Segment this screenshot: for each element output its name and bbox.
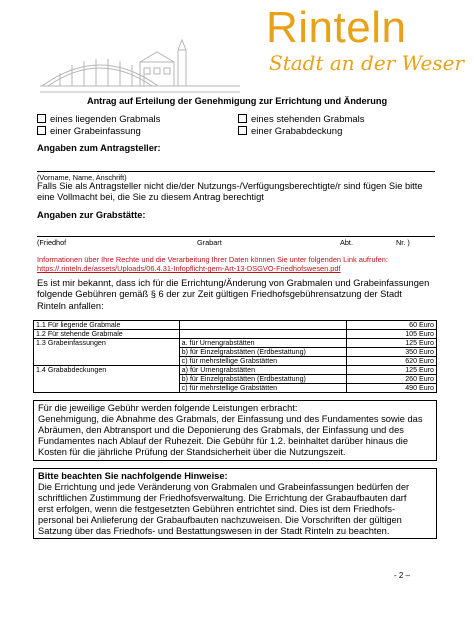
fee-category: [34, 348, 180, 357]
fee-detail: b) für Einzelgrabstätten (Erdbestattung): [179, 375, 347, 384]
privacy-text: Informationen über Ihre Rechte und die Verarbeitung Ihrer Daten können Sie unter folgenden Link aufrufen:: [37, 255, 388, 264]
document-title: Antrag auf Erteilung der Genehmigung zur Errichtung und Änderung: [86, 96, 388, 106]
table-row: [34, 339, 437, 348]
fee-category: [34, 384, 180, 393]
fee-amount: 620 Euro: [347, 357, 437, 366]
checkbox[interactable]: [238, 126, 247, 135]
table-row: [34, 321, 437, 330]
notes-line: Die Errichtung und jede Veränderung von Grabmalen und Grabeinfassungen bedürfen der: [38, 481, 410, 492]
fee-amount: 105 Euro: [347, 330, 437, 339]
fee-category: [34, 375, 180, 384]
fee-intro-line: folgende Gebühren gemäß § 6 der zur Zeit gültigen Friedhofsgebührensatzung der Stadt: [37, 289, 402, 300]
option-label: einer Grabeinfassung: [50, 126, 141, 137]
services-box: [33, 400, 437, 461]
fee-intro: [37, 278, 447, 312]
fee-category: 1.1 Für liegende Grabmale: [34, 321, 180, 330]
grave-label-friedhof: (Friedhof: [37, 238, 67, 247]
fee-table: [33, 320, 437, 393]
table-row: [34, 348, 437, 357]
applicant-note-line-2: eine Vollmacht bei, die Sie zu diesem Antrag berechtigt: [37, 192, 264, 202]
checkbox[interactable]: [37, 126, 46, 135]
table-row: [34, 357, 437, 366]
fee-amount: 490 Euro: [347, 384, 437, 393]
logo-tagline: Stadt an der Weser: [269, 51, 464, 75]
table-row: [34, 366, 437, 375]
fee-detail: b) für Einzelgrabstätten (Erdbestattung): [179, 348, 347, 357]
option-stehendes-grabmal[interactable]: [238, 114, 365, 126]
logo-wordmark: Rinteln: [266, 3, 407, 52]
table-row: [34, 330, 437, 339]
checkbox[interactable]: [238, 114, 247, 123]
fee-detail: [179, 321, 347, 330]
option-grababdeckung[interactable]: [238, 126, 342, 138]
notes-line: Satzung über das Friedhofs- und Bestattungswesen in der Stadt Rinteln zu beachten.: [38, 525, 390, 536]
table-row: [34, 375, 437, 384]
fee-intro-line: Es ist mir bekannt, dass ich für die Errichtung/Änderung von Grabmalen und Grabeinfassungen: [37, 278, 430, 288]
table-row: [34, 384, 437, 393]
fee-detail: a. für Urnengrabstätten: [179, 339, 347, 348]
fee-category: [34, 357, 180, 366]
grave-label-grabart: Grabart: [197, 238, 222, 247]
grave-label-abt: Abt.: [340, 238, 353, 247]
services-line: Genehmigung, die Abnahme des Grabmals, der Einfassung und des Fundamentes sowie das: [38, 413, 423, 424]
option-label: einer Grababdeckung: [251, 126, 343, 137]
fee-category: 1.4 Grababdeckungen: [34, 366, 180, 375]
notes-line: personal bei Anlieferung der Grabaufbauten nachzuweisen. Die Vorschriften der gültigen: [38, 514, 402, 525]
fee-category: 1.3 Grabeinfassungen: [34, 339, 180, 348]
applicant-note-line-1: Falls Sie als Antragsteller nicht die/der Nutzungs-/Verfügungsberechtigte/r sind fügen Sie bitte: [37, 181, 423, 191]
fee-detail: c) für mehrstellige Grabstätten: [179, 357, 347, 366]
notes-line: erst erfolgen, wenn die festgesetzten Gebühren entrichtet sind. Dies ist dem Friedhofs-: [38, 503, 396, 514]
services-line: Kosten für die jährliche Prüfung der Standsicherheit über die Nutzungszeit.: [38, 446, 346, 457]
fee-amount: 60 Euro: [347, 321, 437, 330]
fee-detail: a) für Urnengrabstätten: [179, 366, 347, 375]
fee-amount: 125 Euro: [347, 339, 437, 348]
option-label: eines stehenden Grabmals: [251, 114, 365, 125]
services-line: Abräumen, den Abtransport und die Deponierung des Grabmals, der Einfassung und des: [38, 424, 404, 435]
services-line: Für die jeweilige Gebühr werden folgende Leistungen erbracht:: [38, 403, 298, 413]
notes-line: schriftlichen Zustimmung der Friedhofsverwaltung. Die Errichtung der Grabaufbauten darf: [38, 492, 407, 503]
applicant-heading: Angaben zum Antragsteller:: [37, 143, 161, 153]
fee-intro-line: Rinteln anfallen:: [37, 300, 104, 311]
applicant-line[interactable]: [37, 171, 435, 172]
notes-box: [33, 468, 437, 539]
checkbox[interactable]: [37, 114, 46, 123]
page-number: - 2 –: [394, 571, 411, 580]
fee-amount: 125 Euro: [347, 366, 437, 375]
grave-label-nr: Nr. ): [396, 238, 410, 247]
option-label: eines liegenden Grabmals: [50, 114, 161, 125]
option-liegendes-grabmal[interactable]: [37, 114, 160, 126]
fee-detail: [179, 330, 347, 339]
fee-amount: 260 Euro: [347, 375, 437, 384]
grave-line[interactable]: [37, 236, 435, 237]
option-grabeinfassung[interactable]: [37, 126, 141, 138]
privacy-notice: [37, 255, 457, 273]
logo-graphic: [40, 36, 240, 98]
fee-table-wrap: [33, 320, 437, 393]
fee-category: 1.2 Für stehende Grabmale: [34, 330, 180, 339]
grave-heading: Angaben zur Grabstätte:: [37, 210, 146, 220]
notes-heading: Bitte beachten Sie nachfolgende Hinweise:: [38, 471, 228, 481]
fee-amount: 350 Euro: [347, 348, 437, 357]
privacy-link[interactable]: https://.rinteln.de/assets/Uploads/06.4.31-Infopflicht-gem-Art-13-DSGVO-Friedhofswesen.pdf: [37, 264, 341, 274]
services-line: Fundamentes nach Ablauf der Ruhezeit. Die Gebühr für 1.2. beinhaltet darüber hinaus die: [38, 435, 409, 446]
applicant-hint: (Vorname, Name, Anschrift): [37, 173, 127, 182]
fee-detail: c) für mehrstellige Grabstätten: [179, 384, 347, 393]
